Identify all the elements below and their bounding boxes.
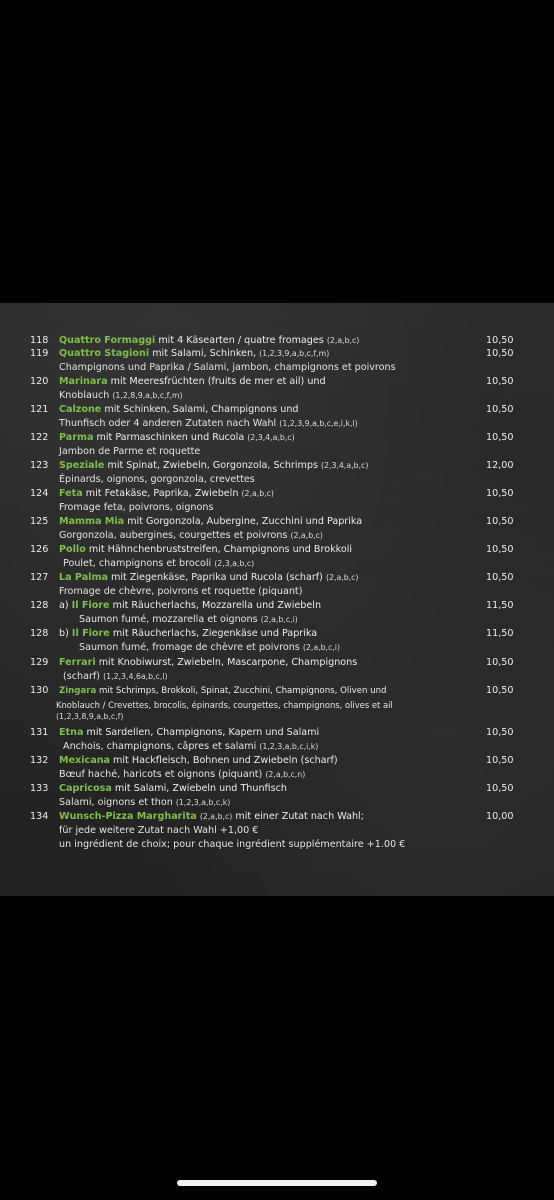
- item-number: 124: [30, 488, 49, 499]
- item-description: mit Fetakäse, Paprika, Zwiebeln: [82, 488, 242, 499]
- translation-text: Knoblauch / Crevettes, brocolis, épinards, courgettes, champignons, olives et ail: [56, 700, 393, 710]
- allergen-codes: (1,2,3,a,b,c,i,k): [259, 742, 319, 751]
- continuation-text: [59, 768, 305, 782]
- item-description: mit Meeresfrüchten (fruits de mer et ail) und: [107, 376, 326, 387]
- item-description: mit Spinat, Zwiebeln, Gorgonzola, Schrimps: [104, 460, 322, 471]
- item-name: Il Fiore: [71, 600, 110, 611]
- item-name: Zingara: [59, 686, 97, 696]
- translation-text: Fromage de chèvre, poivrons et roquette (piquant): [59, 586, 303, 597]
- item-text: [59, 684, 387, 698]
- item-text: [59, 627, 317, 641]
- menu-board: [0, 303, 554, 896]
- item-text: [59, 656, 357, 670]
- menu-item-row: [0, 431, 554, 445]
- menu-item-continuation: [0, 796, 554, 810]
- item-name: Il Fiore: [71, 628, 110, 639]
- menu-item-continuation: [0, 824, 554, 838]
- continuation-text: [63, 670, 168, 684]
- item-number: 134: [30, 811, 49, 822]
- item-price: 12,00: [486, 460, 514, 471]
- allergen-codes: (2,a,b,c): [199, 812, 233, 821]
- item-name: La Palma: [59, 572, 108, 583]
- allergen-codes: (1,2,3,a,b,c,k): [175, 798, 231, 807]
- item-number: 127: [30, 572, 49, 583]
- item-description: mit Sardellen, Champignons, Kapern und Salami: [83, 727, 320, 738]
- item-number: 129: [30, 657, 49, 668]
- item-number: 118: [30, 335, 49, 346]
- item-name: Speziale: [59, 460, 105, 471]
- item-name: Ferrari: [59, 657, 96, 668]
- menu-item-row: [0, 487, 554, 501]
- item-name: Pollo: [59, 544, 86, 555]
- allergen-codes: (2,a,b,c,i): [260, 615, 298, 624]
- menu-item-continuation: [0, 501, 554, 515]
- translation-text: Champignons und Paprika / Salami, jambon, champignons et poivrons: [59, 362, 396, 373]
- translation-text: Fromage feta, poivrons, oignons: [59, 502, 214, 513]
- translation-text: Saumon fumé, mozzarella et oignons: [79, 614, 261, 625]
- item-name: Calzone: [59, 404, 102, 415]
- item-name: Etna: [59, 727, 84, 738]
- menu-item-row: [0, 782, 554, 796]
- continuation-text: [59, 585, 302, 599]
- item-text: [59, 810, 364, 824]
- continuation-text: [63, 557, 254, 571]
- continuation-text: [59, 361, 396, 375]
- continuation-text: [79, 613, 298, 627]
- item-description-extra: mit einer Zutat nach Wahl;: [232, 811, 364, 822]
- translation-text: Saumon fumé, fromage de chèvre et poivrons: [79, 642, 303, 653]
- translation-text: Salami, oignons et thon: [59, 797, 176, 808]
- allergen-codes: (2,a,b,c): [326, 336, 360, 345]
- translation-text: Anchois, champignons, câpres et salami: [63, 741, 260, 752]
- item-number: 131: [30, 727, 49, 738]
- item-name: Quattro Formaggi: [59, 335, 156, 346]
- item-number: 120: [30, 376, 49, 387]
- translation-text: Bœuf haché, haricots et oignons (piquant): [59, 769, 266, 780]
- menu-item-continuation: [0, 768, 554, 782]
- item-price: 10,50: [486, 488, 514, 499]
- item-name: Quattro Stagioni: [59, 348, 150, 359]
- menu-item-continuation: [0, 613, 554, 627]
- item-description: mit Hähnchenbruststreifen, Champignons und Brokkoli: [85, 544, 353, 555]
- item-number: 119: [30, 348, 49, 359]
- continuation-text: [56, 710, 123, 724]
- menu-item-row: [0, 571, 554, 585]
- item-description: mit Räucherlachs, Ziegenkäse und Paprika: [109, 628, 318, 639]
- allergen-codes: (1,2,3,8,9,a,b,c,f): [56, 712, 124, 721]
- item-text: [59, 334, 359, 348]
- item-price: 10,50: [486, 404, 514, 415]
- item-text: [59, 599, 321, 613]
- item-description: mit Knobiwurst, Zwiebeln, Mascarpone, Champignons: [95, 657, 358, 668]
- continuation-text: [59, 473, 255, 487]
- menu-item-continuation: [0, 710, 554, 724]
- item-description: mit Salami, Zwiebeln und Thunfisch: [111, 783, 287, 794]
- item-price: 10,50: [486, 348, 514, 359]
- continuation-text: [63, 740, 318, 754]
- translation-text: Gorgonzola, aubergines, courgettes et poivrons: [59, 530, 291, 541]
- item-price: 11,50: [486, 628, 514, 639]
- translation-text: (scharf): [63, 671, 104, 682]
- item-description: mit 4 Käsearten / quatre fromages: [155, 335, 327, 346]
- item-description: mit Schinken, Salami, Champignons und: [101, 404, 299, 415]
- translation-text: Thunfisch oder 4 anderen Zutaten nach Wahl: [59, 418, 280, 429]
- item-text: [59, 726, 319, 740]
- item-number: 126: [30, 544, 49, 555]
- item-text: [59, 487, 274, 501]
- menu-item-row: [0, 515, 554, 529]
- continuation-text: [59, 445, 200, 459]
- allergen-codes: (2,a,b,c): [241, 489, 274, 498]
- item-text: [59, 754, 338, 768]
- item-price: 10,50: [486, 432, 514, 443]
- allergen-codes: (2,3,a,b,c): [214, 559, 255, 568]
- continuation-text: [59, 796, 230, 810]
- menu-item-continuation: [0, 389, 554, 403]
- menu-item-row: [0, 656, 554, 670]
- item-price: 10,50: [486, 572, 514, 583]
- item-description: mit Salami, Schinken,: [149, 348, 260, 359]
- item-number: 132: [30, 755, 49, 766]
- menu-item-continuation: [0, 557, 554, 571]
- continuation-text: [79, 641, 340, 655]
- item-description: mit Räucherlachs, Mozzarella und Zwiebeln: [109, 600, 322, 611]
- menu-item-row: [0, 403, 554, 417]
- item-price: 10,50: [486, 727, 514, 738]
- item-number: 130: [30, 685, 49, 696]
- item-price: 10,50: [486, 783, 514, 794]
- continuation-text: [59, 838, 405, 852]
- item-text: [59, 403, 299, 417]
- item-name: Wunsch-Pizza Margharita: [59, 811, 197, 822]
- item-price: 10,50: [486, 376, 514, 387]
- item-name: Parma: [59, 432, 94, 443]
- menu-item-row: [0, 754, 554, 768]
- menu-item-continuation: [0, 473, 554, 487]
- menu-item-row: [0, 627, 554, 641]
- menu-item-row: [0, 543, 554, 557]
- item-text: [59, 515, 362, 529]
- menu-item-continuation: [0, 641, 554, 655]
- item-number: 125: [30, 516, 49, 527]
- menu-item-row: [0, 375, 554, 389]
- item-price: 10,50: [486, 335, 514, 346]
- item-number: 123: [30, 460, 49, 471]
- item-variant-prefix: a): [59, 600, 72, 611]
- menu-item-row: [0, 334, 554, 348]
- menu-item-continuation: [0, 417, 554, 431]
- menu-item-continuation: [0, 740, 554, 754]
- menu-item-continuation: [0, 585, 554, 599]
- item-number: 128: [30, 628, 49, 639]
- allergen-codes: (1,2,3,9,a,b,c,e,i,k,l): [279, 419, 358, 428]
- item-price: 10,50: [486, 516, 514, 527]
- item-number: 122: [30, 432, 49, 443]
- continuation-text: [59, 417, 358, 431]
- item-text: [59, 375, 326, 389]
- item-price: 10,50: [486, 685, 514, 696]
- menu-item-row: [0, 726, 554, 740]
- item-description: mit Gorgonzola, Aubergine, Zucchini und Paprika: [124, 516, 363, 527]
- item-number: 121: [30, 404, 49, 415]
- allergen-codes: (1,2,3,9,a,b,c,f,m): [259, 349, 330, 358]
- item-text: [59, 782, 287, 796]
- menu-item-continuation: [0, 445, 554, 459]
- item-description: mit Parmaschinken und Rucola: [93, 432, 248, 443]
- translation-text: Jambon de Parme et roquette: [59, 446, 201, 457]
- menu-item-continuation: [0, 838, 554, 852]
- allergen-codes: (1,2,3,4,6a,b,c,l): [103, 672, 168, 681]
- item-price: 10,50: [486, 755, 514, 766]
- allergen-codes: (2,3,4,a,b,c): [247, 433, 295, 442]
- item-price: 11,50: [486, 600, 514, 611]
- translation-text: Knoblauch: [59, 390, 113, 401]
- continuation-text: [59, 389, 182, 403]
- item-description: mit Schrimps, Brokkoli, Spinat, Zucchini, Champignons, Oliven und: [96, 686, 387, 696]
- item-price: 10,50: [486, 544, 514, 555]
- menu-item-row: [0, 599, 554, 613]
- continuation-text: [59, 529, 323, 543]
- item-text: [59, 431, 295, 445]
- translation-text: Poulet, champignons et brocoli: [63, 558, 215, 569]
- home-indicator[interactable]: [177, 1180, 377, 1186]
- item-name: Mexicana: [59, 755, 110, 766]
- continuation-text: [59, 824, 258, 838]
- translation-text: für jede weitere Zutat nach Wahl +1,00 €: [59, 825, 259, 836]
- item-number: 133: [30, 783, 49, 794]
- menu-item-continuation: [0, 529, 554, 543]
- item-variant-prefix: b): [59, 628, 72, 639]
- allergen-codes: (2,3,4,a,b,c): [321, 461, 369, 470]
- item-name: Feta: [59, 488, 83, 499]
- item-text: [59, 543, 352, 557]
- item-text: [59, 459, 368, 473]
- item-name: Marinara: [59, 376, 108, 387]
- translation-text: Épinards, oignons, gorgonzola, crevettes: [59, 474, 255, 485]
- menu-item-row: [0, 347, 554, 361]
- allergen-codes: (2,a,b,c,n): [265, 770, 306, 779]
- allergen-codes: (2,a,b,c): [290, 531, 323, 540]
- item-text: [59, 571, 358, 585]
- allergen-codes: (1,2,8,9,a,b,c,f,m): [112, 391, 183, 400]
- item-price: 10,50: [486, 657, 514, 668]
- menu-item-continuation: [0, 361, 554, 375]
- menu-item-row: [0, 810, 554, 824]
- item-description: mit Hackfleisch, Bohnen und Zwiebeln (scharf): [110, 755, 338, 766]
- item-price: 10,00: [486, 811, 514, 822]
- item-number: 128: [30, 600, 49, 611]
- item-description: mit Ziegenkäse, Paprika und Rucola (scharf): [107, 572, 326, 583]
- item-name: Capricosa: [59, 783, 112, 794]
- menu-item-continuation: [0, 670, 554, 684]
- allergen-codes: (2,a,b,c,i): [302, 643, 340, 652]
- item-name: Mamma Mia: [59, 516, 125, 527]
- item-text: [59, 347, 329, 361]
- menu-item-row: [0, 684, 554, 698]
- translation-text: un ingrédient de choix; pour chaque ingrédient supplémentaire +1.00 €: [59, 839, 406, 850]
- allergen-codes: (2,a,b,c): [325, 573, 359, 582]
- continuation-text: [59, 501, 213, 515]
- menu-item-row: [0, 459, 554, 473]
